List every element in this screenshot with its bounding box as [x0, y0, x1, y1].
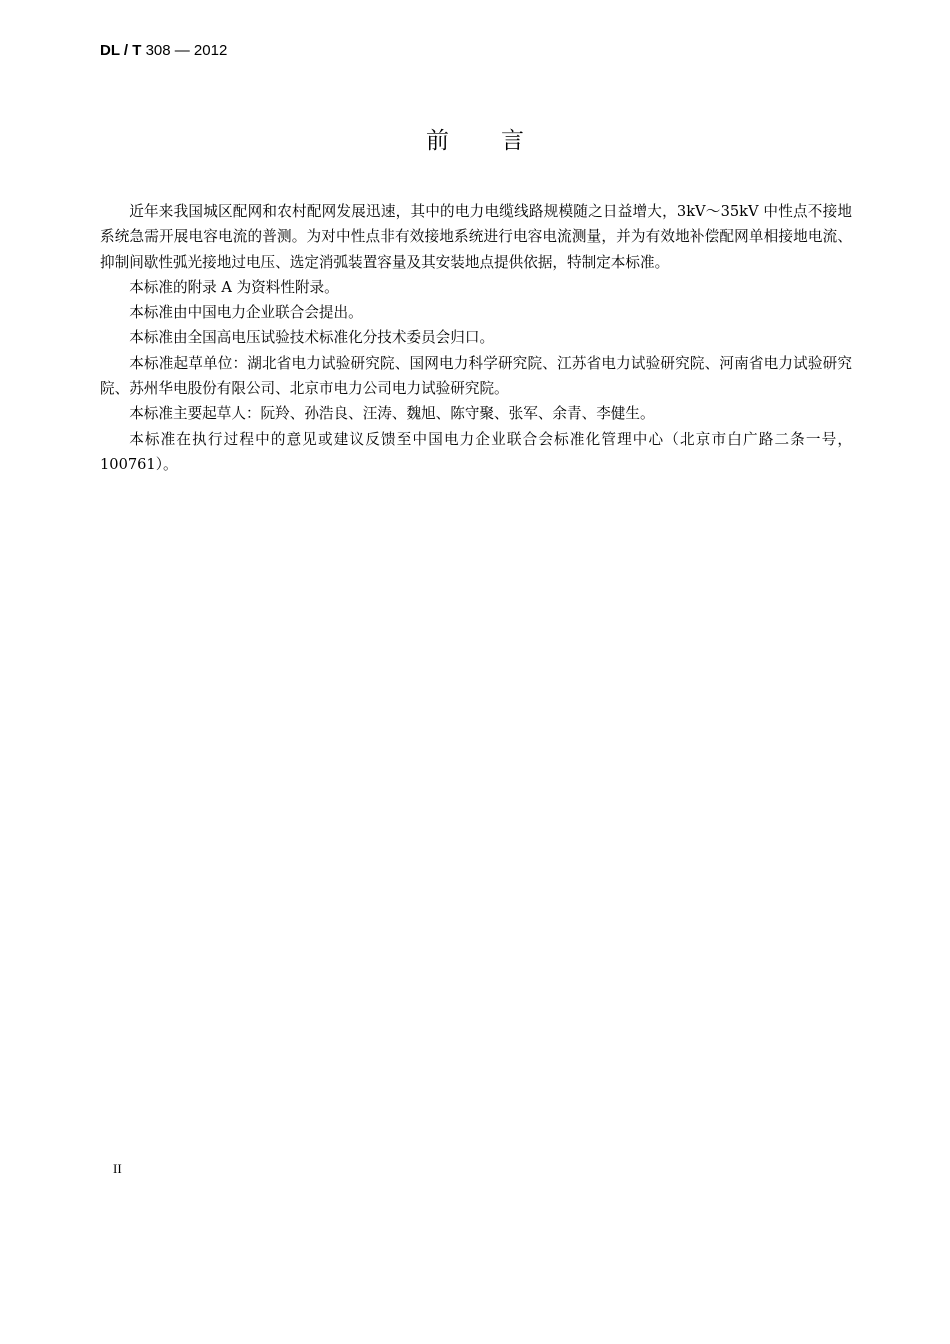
paragraph-proposer: 本标准由中国电力企业联合会提出。 [129, 304, 363, 322]
paragraph-appendix: 本标准的附录 A 为资料性附录。 [129, 278, 339, 296]
paragraph-drafters: 本标准主要起草人：阮羚、孙浩良、汪涛、魏旭、陈守聚、张军、余青、李健生。 [129, 405, 655, 423]
paragraph-feedback: 本标准在执行过程中的意见或建议反馈至中国电力企业联合会标准化管理中心（北京市白广路二条一号，100761）。 [100, 430, 852, 473]
standard-code-prefix: DL / T [100, 42, 142, 59]
paragraph-drafting-units: 本标准起草单位：湖北省电力试验研究院、国网电力科学研究院、江苏省电力试验研究院、河南省电力试验研究院、苏州华电股份有限公司、北京市电力公司电力试验研究院。 [100, 354, 852, 398]
page-number: II [113, 1161, 122, 1176]
paragraph-background: 近年来我国城区配网和农村配网发展迅速，其中的电力电缆线路规模随之日益增大，3kV～35kV 中性点不接地系统急需开展电容电流的普测。为对中性点非有效接地系统进行电容电流测量，并为有效地补偿配网单相接地电流、抑制间歇性弧光接地过电压、选定消弧装置容量及其安装地点提供依据，特制定本标准。 [100, 203, 852, 271]
page-title: 前言 [426, 128, 576, 154]
paragraph-committee: 本标准由全国高电压试验技术标准化分技术委员会归口。 [129, 329, 495, 347]
standard-code-number: 308 — 2012 [145, 42, 228, 59]
standard-code-header [100, 42, 227, 59]
foreword-body [100, 199, 852, 477]
